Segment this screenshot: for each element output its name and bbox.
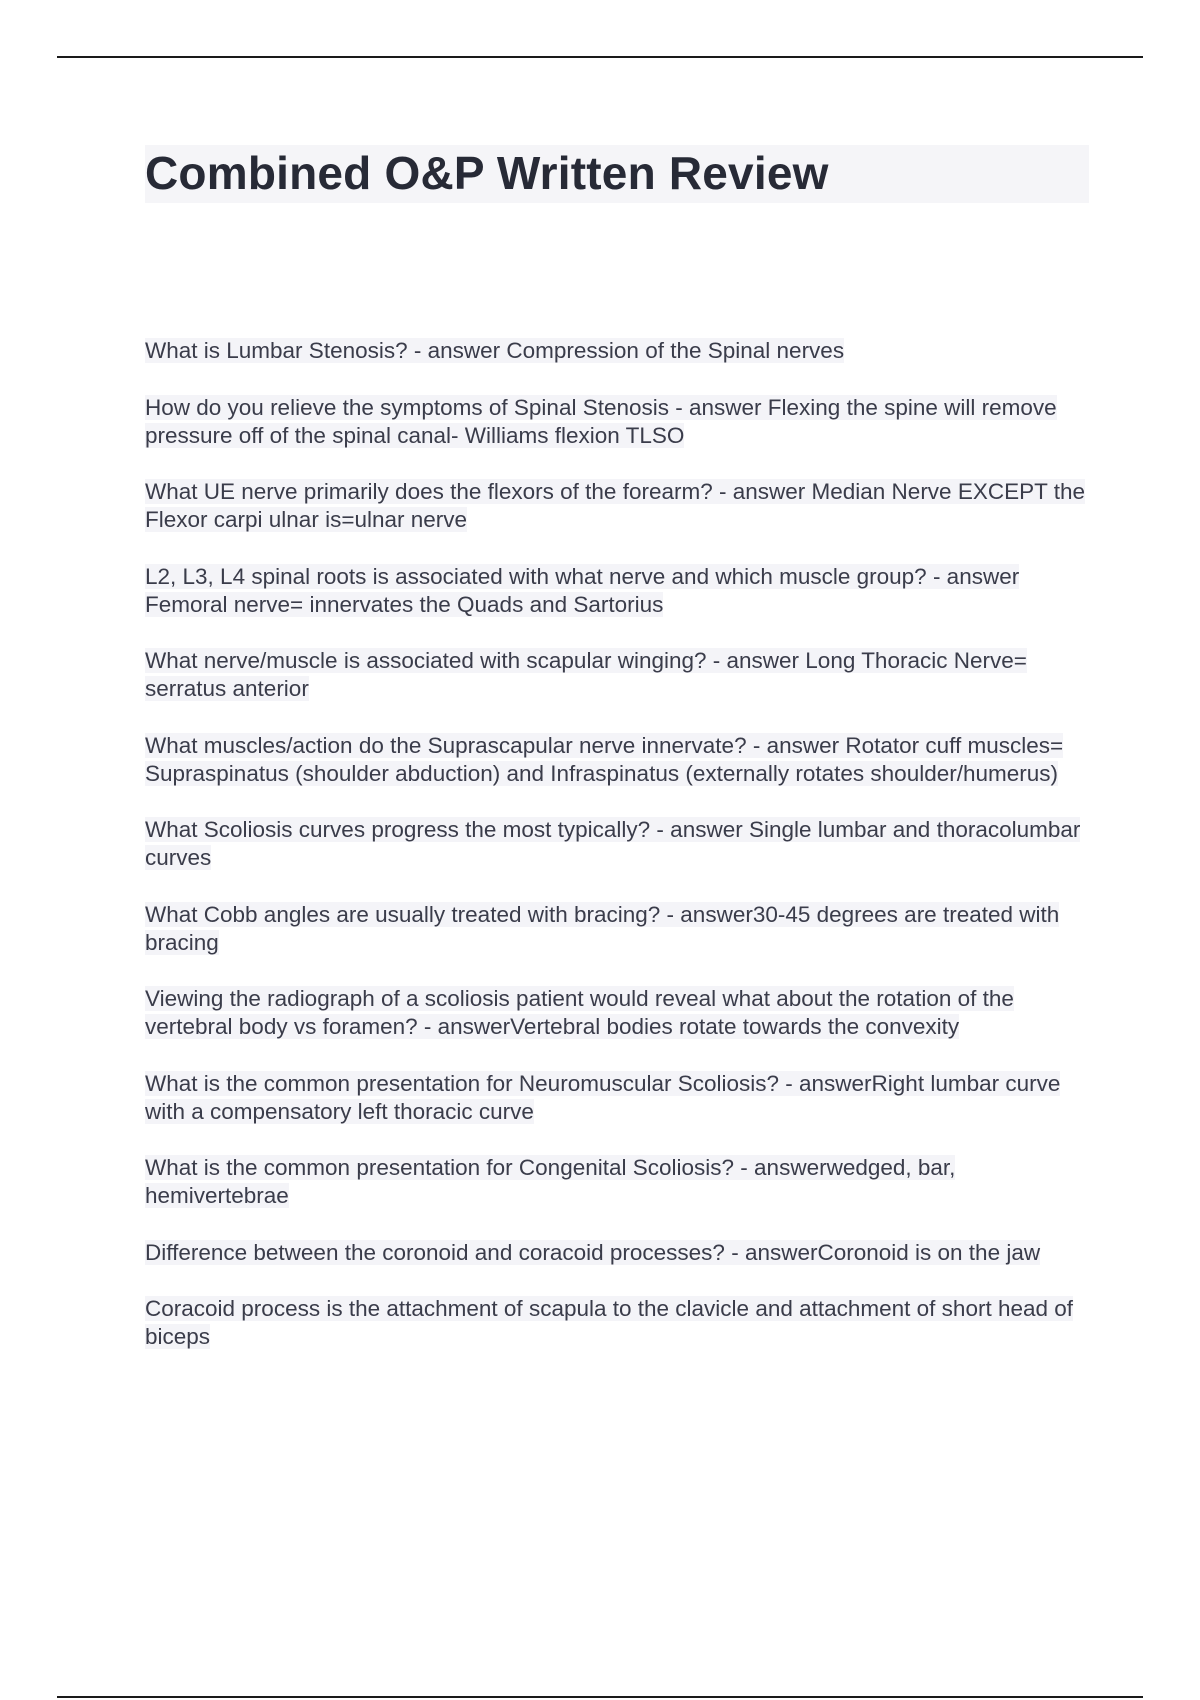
qa-item — [145, 732, 1095, 788]
qa-text: Coracoid process is the attachment of scapula to the clavicle and attachment of short head of biceps — [145, 1296, 1074, 1349]
qa-text: What muscles/action do the Suprascapular nerve innervate? - answer Rotator cuff muscles= Supraspinatus (shoulder abduction) and Infraspinatus (externally rotates shoulder/humerus) — [145, 732, 1064, 786]
top-rule — [57, 56, 1143, 58]
qa-item — [145, 337, 1095, 365]
qa-text: What UE nerve primarily does the flexors of the forearm? - answer Median Nerve EXCEPT the Flexor carpi ulnar is=ulnar nerve — [145, 479, 1085, 532]
qa-text: What is Lumbar Stenosis? - answer Compression of the Spinal nerves — [145, 338, 845, 363]
qa-item — [145, 1295, 1095, 1351]
qa-item — [145, 1154, 1095, 1210]
qa-item — [145, 394, 1095, 450]
qa-text: What Cobb angles are usually treated with bracing? - answer30-45 degrees are treated with bracing — [145, 901, 1060, 955]
qa-text: Difference between the coronoid and coracoid processes? - answerCoronoid is on the jaw — [145, 1239, 1041, 1265]
qa-item — [145, 478, 1095, 534]
qa-item — [145, 647, 1095, 703]
qa-item — [145, 985, 1095, 1041]
qa-text: What is the common presentation for Congenital Scoliosis? - answerwedged, bar, hemivertebrae — [145, 1155, 956, 1208]
qa-item — [145, 1239, 1095, 1267]
qa-item — [145, 563, 1095, 619]
qa-text: What Scoliosis curves progress the most typically? - answer Single lumbar and thoracolumbar curves — [145, 817, 1081, 870]
bottom-rule — [57, 1696, 1143, 1698]
qa-text: How do you relieve the symptoms of Spinal Stenosis - answer Flexing the spine will remove pressure off of the spinal canal- Williams flexion TLSO — [145, 394, 1057, 448]
qa-list — [145, 337, 1095, 1380]
qa-item — [145, 1070, 1095, 1126]
qa-text: L2, L3, L4 spinal roots is associated with what nerve and which muscle group? - answer Femoral nerve= innervates the Quads and Sartorius — [145, 563, 1020, 617]
qa-text: Viewing the radiograph of a scoliosis patient would reveal what about the rotation of the vertebral body vs foramen? - answerVertebral bodies rotate towards the convexity — [145, 986, 1014, 1039]
qa-item — [145, 901, 1095, 957]
qa-item — [145, 816, 1095, 872]
qa-text: What nerve/muscle is associated with scapular winging? - answer Long Thoracic Nerve= serratus anterior — [145, 648, 1027, 701]
qa-text: What is the common presentation for Neuromuscular Scoliosis? - answerRight lumbar curve with a compensatory left thoracic curve — [145, 1070, 1061, 1124]
page-title: Combined O&P Written Review — [145, 147, 829, 199]
